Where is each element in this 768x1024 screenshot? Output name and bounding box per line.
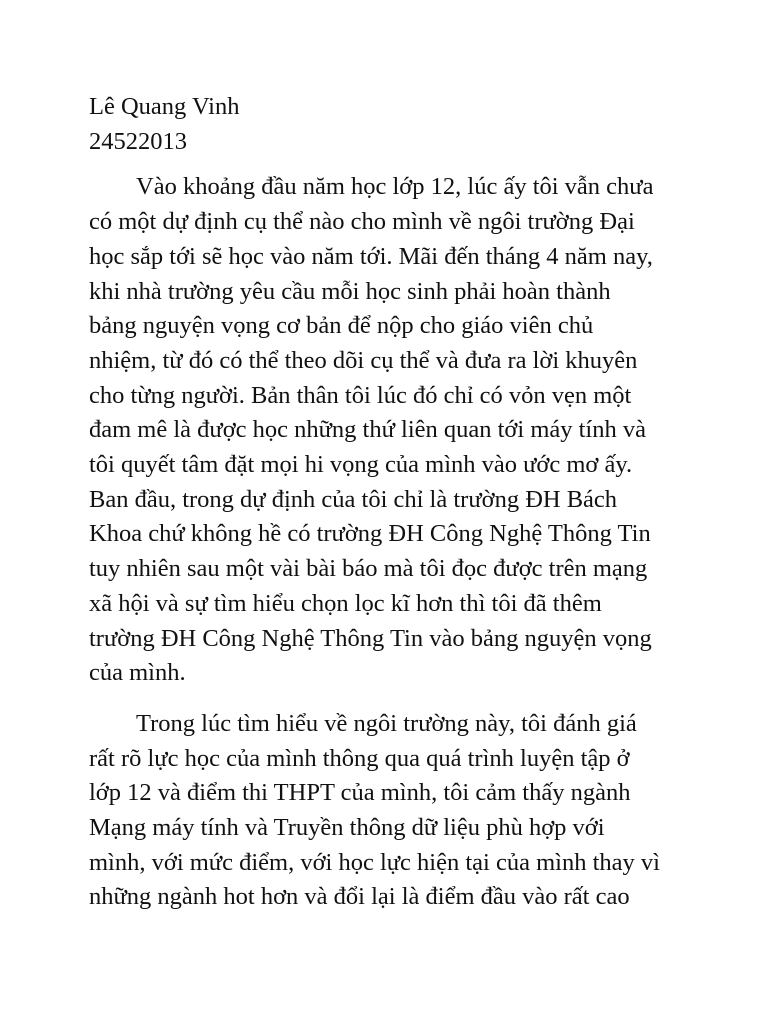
document-body — [89, 90, 689, 931]
text-line: trường ĐH Công Nghệ Thông Tin vào bảng nguyện vọng — [89, 624, 652, 652]
text-line: Vào khoảng đầu năm học lớp 12, lúc ấy tôi vẫn chưa — [136, 173, 654, 201]
text-line: khi nhà trường yêu cầu mỗi học sinh phải hoàn thành — [89, 277, 611, 305]
text-line: tôi quyết tâm đặt mọi hi vọng của mình vào ước mơ ấy. — [89, 451, 633, 479]
text-line: Mạng máy tính và Truyền thông dữ liệu phù hợp với — [89, 814, 605, 842]
text-line: bảng nguyện vọng cơ bản để nộp cho giáo viên chủ — [89, 312, 594, 340]
text-line: nhiệm, từ đó có thể theo dõi cụ thể và đưa ra lời khuyên — [89, 346, 638, 374]
paragraph-1 — [89, 170, 689, 691]
text-line: đam mê là được học những thứ liên quan tới máy tính và — [89, 416, 646, 444]
student-id: 24522013 — [89, 127, 187, 155]
text-line: Khoa chứ không hề có trường ĐH Công Nghệ Thông Tin — [89, 520, 651, 548]
text-line: cho từng người. Bản thân tôi lúc đó chỉ có vỏn vẹn một — [89, 381, 632, 409]
text-line: Trong lúc tìm hiểu về ngôi trường này, tôi đánh giá — [136, 709, 637, 737]
paragraph-2 — [89, 707, 689, 915]
text-line: có một dự định cụ thể nào cho mình về ngôi trường Đại — [89, 208, 635, 236]
text-line: rất rõ lực học của mình thông qua quá trình luyện tập ở — [89, 744, 630, 772]
text-line: học sắp tới sẽ học vào năm tới. Mãi đến tháng 4 năm nay, — [89, 242, 653, 270]
text-line: những ngành hot hơn và đổi lại là điểm đầu vào rất cao — [89, 883, 630, 911]
author-name: Lê Quang Vinh — [89, 93, 240, 120]
text-line: tuy nhiên sau một vài bài báo mà tôi đọc được trên mạng — [89, 555, 648, 583]
text-line: lớp 12 và điểm thi THPT của mình, tôi cảm thấy ngành — [89, 779, 631, 807]
text-line: xã hội và sự tìm hiểu chọn lọc kĩ hơn thì tôi đã thêm — [89, 589, 602, 617]
text-line: mình, với mức điểm, với học lực hiện tại của mình thay vì — [89, 848, 660, 876]
text-line: Ban đầu, trong dự định của tôi chỉ là trường ĐH Bách — [89, 485, 618, 513]
text-line: của mình. — [89, 659, 186, 687]
